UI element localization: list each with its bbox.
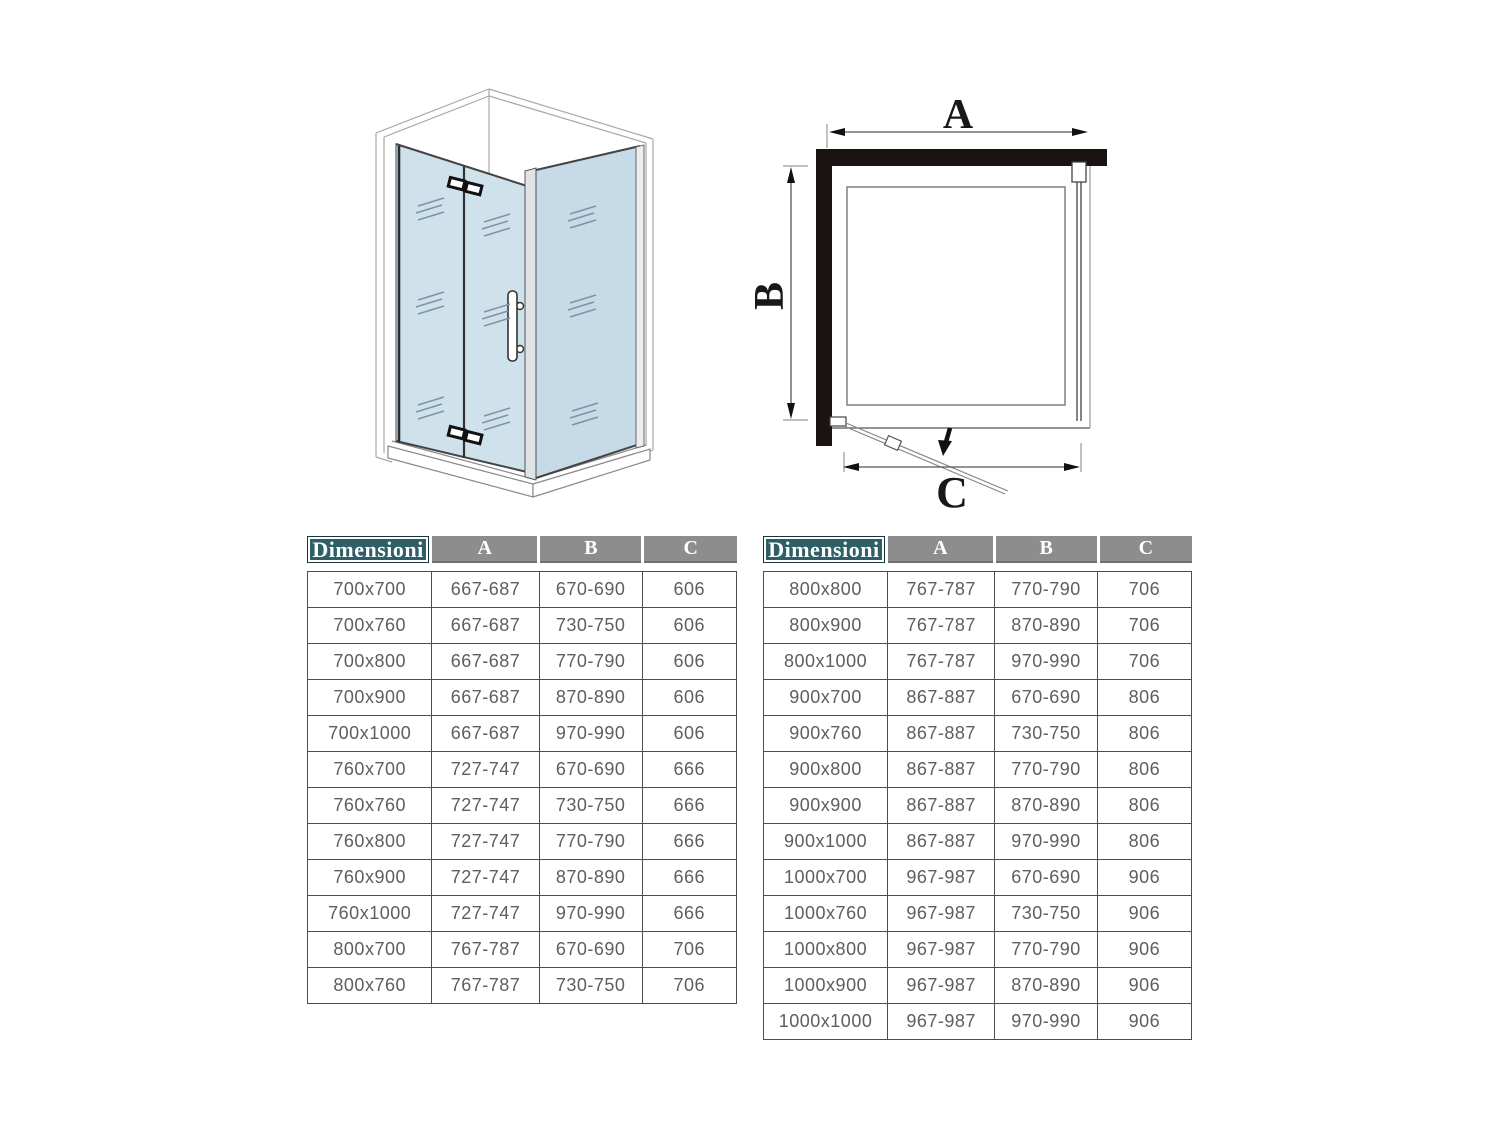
table-cell: 706 <box>642 932 736 968</box>
table-cell: 870-890 <box>539 680 642 716</box>
corner-post <box>525 168 536 480</box>
header-col-a: A <box>432 536 537 563</box>
table-cell: 760x900 <box>308 860 432 896</box>
table-cell: 706 <box>1097 608 1191 644</box>
table-row <box>764 608 1192 644</box>
table-cell: 730-750 <box>995 896 1098 932</box>
table-cell: 667-687 <box>432 680 539 716</box>
table-cell: 967-987 <box>888 968 995 1004</box>
table-row <box>764 824 1192 860</box>
table-cell: 906 <box>1097 968 1191 1004</box>
table-cell: 767-787 <box>888 608 995 644</box>
table-header <box>307 536 737 563</box>
table-row <box>764 572 1192 608</box>
table-row <box>308 680 737 716</box>
table-cell: 767-787 <box>888 644 995 680</box>
table-cell: 906 <box>1097 860 1191 896</box>
table-row <box>308 752 737 788</box>
table-row <box>764 932 1192 968</box>
table-cell: 727-747 <box>432 896 539 932</box>
close-direction-arrow <box>946 428 950 442</box>
table-cell: 767-787 <box>432 932 539 968</box>
table-cell: 730-750 <box>995 716 1098 752</box>
table-cell: 730-750 <box>539 788 642 824</box>
table-cell: 706 <box>1097 644 1191 680</box>
table-cell: 700x800 <box>308 644 432 680</box>
table-cell: 800x900 <box>764 608 888 644</box>
table-cell: 906 <box>1097 896 1191 932</box>
table-cell: 760x1000 <box>308 896 432 932</box>
table-cell: 967-987 <box>888 860 995 896</box>
table-cell: 967-987 <box>888 932 995 968</box>
table-cell: 900x760 <box>764 716 888 752</box>
table-cell: 666 <box>642 824 736 860</box>
table-row <box>764 1004 1192 1040</box>
wall-top <box>816 149 1107 166</box>
table-cell: 800x1000 <box>764 644 888 680</box>
table-row <box>308 608 737 644</box>
table-cell: 900x800 <box>764 752 888 788</box>
dim-label-b: B <box>747 281 793 311</box>
table-cell: 727-747 <box>432 824 539 860</box>
dim-label-a: A <box>942 92 974 138</box>
table-cell: 767-787 <box>888 572 995 608</box>
glass-top-profile <box>1072 162 1086 182</box>
dimensions-table-left <box>307 536 737 1004</box>
table-cell: 666 <box>642 860 736 896</box>
table-row <box>308 788 737 824</box>
header-dimensioni: Dimensioni <box>763 536 885 563</box>
table-cell: 806 <box>1097 824 1191 860</box>
table-cell: 870-890 <box>995 788 1098 824</box>
table-cell: 700x760 <box>308 608 432 644</box>
table-cell: 970-990 <box>539 716 642 752</box>
table-cell: 906 <box>1097 932 1191 968</box>
table-cell: 967-987 <box>888 896 995 932</box>
table-cell: 700x900 <box>308 680 432 716</box>
table-cell: 970-990 <box>995 1004 1098 1040</box>
door-pivot <box>830 417 846 426</box>
table-body <box>763 571 1192 1040</box>
table-cell: 767-787 <box>432 968 539 1004</box>
table-cell: 870-890 <box>539 860 642 896</box>
table-cell: 760x800 <box>308 824 432 860</box>
table-cell: 770-790 <box>995 572 1098 608</box>
header-col-b: B <box>540 536 641 563</box>
table-cell: 1000x900 <box>764 968 888 1004</box>
table-cell: 706 <box>642 968 736 1004</box>
table-row <box>308 968 737 1004</box>
table-cell: 730-750 <box>539 608 642 644</box>
table-row <box>764 860 1192 896</box>
table-row <box>764 716 1192 752</box>
table-cell: 606 <box>642 608 736 644</box>
table-cell: 670-690 <box>539 752 642 788</box>
table-cell: 667-687 <box>432 644 539 680</box>
table-cell: 770-790 <box>995 752 1098 788</box>
table-row <box>308 572 737 608</box>
table-cell: 770-790 <box>539 824 642 860</box>
enclosure-inner-outline <box>847 187 1065 405</box>
table-cell: 770-790 <box>539 644 642 680</box>
table-cell: 666 <box>642 788 736 824</box>
table-body <box>307 571 737 1004</box>
table-cell: 727-747 <box>432 752 539 788</box>
header-col-c: C <box>644 536 737 563</box>
dim-label-c: C <box>936 468 968 517</box>
table-cell: 727-747 <box>432 860 539 896</box>
table-cell: 867-887 <box>888 680 995 716</box>
table-header <box>763 536 1192 563</box>
table-cell: 667-687 <box>432 608 539 644</box>
table-row <box>764 968 1192 1004</box>
table-cell: 867-887 <box>888 788 995 824</box>
table-cell: 970-990 <box>995 824 1098 860</box>
table-cell: 906 <box>1097 1004 1191 1040</box>
table-row <box>764 788 1192 824</box>
dim-c <box>843 443 1081 517</box>
table-row <box>308 644 737 680</box>
dimensions-table-right <box>763 536 1192 1040</box>
dim-b <box>747 166 808 420</box>
wall-profile <box>636 145 644 448</box>
table-row <box>308 716 737 752</box>
table-cell: 606 <box>642 572 736 608</box>
table-row <box>308 824 737 860</box>
table-cell: 867-887 <box>888 824 995 860</box>
table-cell: 867-887 <box>888 716 995 752</box>
table-cell: 667-687 <box>432 572 539 608</box>
table-cell: 666 <box>642 752 736 788</box>
table-cell: 706 <box>1097 572 1191 608</box>
table-cell: 870-890 <box>995 608 1098 644</box>
table-row <box>764 644 1192 680</box>
table-row <box>764 752 1192 788</box>
table-row <box>764 896 1192 932</box>
table-cell: 1000x700 <box>764 860 888 896</box>
door-handle-plan <box>885 436 902 451</box>
table-cell: 870-890 <box>995 968 1098 1004</box>
table-cell: 970-990 <box>539 896 642 932</box>
table-cell: 900x700 <box>764 680 888 716</box>
header-col-a: A <box>888 536 993 563</box>
table-cell: 800x700 <box>308 932 432 968</box>
table-cell: 700x1000 <box>308 716 432 752</box>
table-cell: 727-747 <box>432 788 539 824</box>
table-cell: 1000x800 <box>764 932 888 968</box>
table-cell: 666 <box>642 896 736 932</box>
table-cell: 1000x1000 <box>764 1004 888 1040</box>
table-row <box>764 680 1192 716</box>
table-cell: 760x760 <box>308 788 432 824</box>
table-cell: 606 <box>642 680 736 716</box>
header-col-c: C <box>1100 536 1192 563</box>
table-cell: 770-790 <box>995 932 1098 968</box>
table-cell: 800x760 <box>308 968 432 1004</box>
table-row <box>308 860 737 896</box>
table-cell: 806 <box>1097 788 1191 824</box>
isometric-diagram <box>350 70 670 510</box>
table-row <box>308 932 737 968</box>
table-cell: 670-690 <box>539 932 642 968</box>
table-cell: 806 <box>1097 680 1191 716</box>
table-cell: 967-987 <box>888 1004 995 1040</box>
table-cell: 806 <box>1097 716 1191 752</box>
plan-diagram <box>745 90 1115 520</box>
table-row <box>308 896 737 932</box>
table-cell: 700x700 <box>308 572 432 608</box>
wall-left <box>816 149 832 446</box>
table-cell: 730-750 <box>539 968 642 1004</box>
header-dimensioni: Dimensioni <box>307 536 429 563</box>
table-cell: 900x900 <box>764 788 888 824</box>
table-cell: 606 <box>642 716 736 752</box>
table-cell: 670-690 <box>539 572 642 608</box>
side-glass-plan <box>1077 168 1081 421</box>
dim-a <box>827 92 1088 148</box>
table-cell: 800x800 <box>764 572 888 608</box>
table-cell: 867-887 <box>888 752 995 788</box>
header-col-b: B <box>996 536 1097 563</box>
table-cell: 670-690 <box>995 680 1098 716</box>
table-cell: 806 <box>1097 752 1191 788</box>
table-cell: 1000x760 <box>764 896 888 932</box>
table-cell: 900x1000 <box>764 824 888 860</box>
table-cell: 667-687 <box>432 716 539 752</box>
table-cell: 760x700 <box>308 752 432 788</box>
table-cell: 606 <box>642 644 736 680</box>
table-cell: 670-690 <box>995 860 1098 896</box>
table-cell: 970-990 <box>995 644 1098 680</box>
